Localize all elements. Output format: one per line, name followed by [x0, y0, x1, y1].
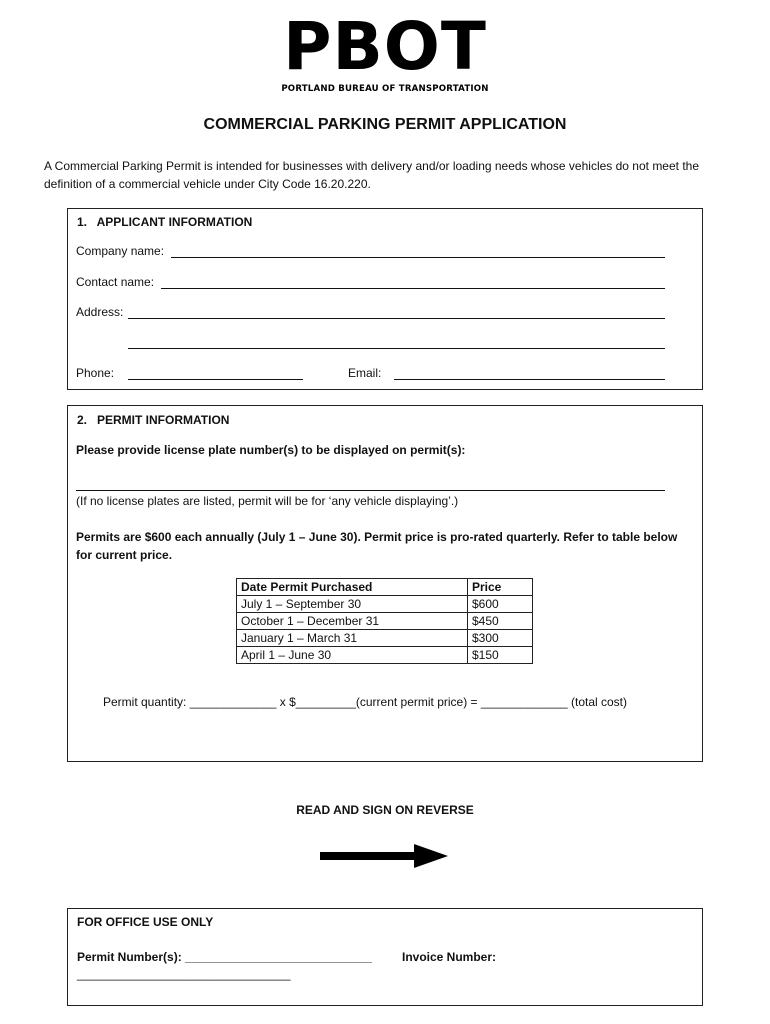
table-cell-period: October 1 – December 31 [237, 613, 468, 630]
price-table-header [237, 579, 533, 596]
price-table [236, 578, 533, 664]
company-name-label: Company name: [76, 244, 165, 258]
email-label: Email: [348, 366, 382, 380]
table-cell-price: $300 [468, 630, 533, 647]
phone-label: Phone: [76, 366, 115, 380]
invoice-number-label: Invoice Number: [402, 950, 497, 964]
contact-name-field[interactable] [161, 288, 665, 289]
page-title: COMMERCIAL PARKING PERMIT APPLICATION [203, 116, 567, 133]
table-cell-period: July 1 – September 30 [237, 596, 468, 613]
price-header: Price [468, 579, 533, 596]
read-and-sign-note: READ AND SIGN ON REVERSE [296, 803, 474, 817]
table-cell-price: $600 [468, 596, 533, 613]
applicant-info-section [67, 208, 703, 390]
license-plate-field[interactable] [76, 490, 665, 491]
logo-subtitle: PORTLAND BUREAU OF TRANSPORTATION [281, 84, 489, 94]
contact-name-label: Contact name: [76, 275, 155, 289]
table-cell-period: January 1 – March 31 [237, 630, 468, 647]
permit-info-heading: 2. PERMIT INFORMATION [77, 413, 230, 427]
table-cell-period: April 1 – June 30 [237, 647, 468, 664]
license-plate-prompt: Please provide license plate number(s) to be displayed on permit(s): [76, 443, 466, 457]
arrow-right-icon [320, 844, 448, 868]
permit-quantity-line[interactable]: Permit quantity: _____________ x $_________(current permit price) = _____________ (total cost) [103, 695, 628, 709]
table-cell-price: $150 [468, 647, 533, 664]
company-name-field[interactable] [171, 257, 665, 258]
invoice-number-field[interactable]: ________________________________ [77, 967, 291, 981]
applicant-info-heading: 1. APPLICANT INFORMATION [77, 215, 253, 229]
pbot-logo [280, 8, 490, 94]
phone-field[interactable] [128, 379, 303, 380]
table-row [237, 647, 533, 664]
permit-number-field[interactable]: Permit Number(s): ____________________________ [77, 950, 372, 964]
date-purchased-header: Date Permit Purchased [237, 579, 468, 596]
address-label: Address: [76, 305, 124, 319]
email-field[interactable] [394, 379, 665, 380]
intro-paragraph: A Commercial Parking Permit is intended for businesses with delivery and/or loading needs whose vehicles do not meet the definition of a commercial vehicle under City Code 16.20.220. [44, 159, 700, 191]
address-field-line-2[interactable] [128, 348, 665, 349]
table-row [237, 630, 533, 647]
table-row [237, 613, 533, 630]
table-row [237, 596, 533, 613]
office-use-heading: FOR OFFICE USE ONLY [77, 915, 214, 929]
address-field-line-1[interactable] [128, 318, 665, 319]
table-cell-price: $450 [468, 613, 533, 630]
permit-price-text: Permits are $600 each annually (July 1 – June 30). Permit price is pro-rated quarterly. Refer to table below for current price. [76, 530, 678, 562]
logo-wordmark: PBOT [283, 8, 487, 85]
license-plate-note: (If no license plates are listed, permit will be for ‘any vehicle displaying’.) [76, 494, 459, 508]
